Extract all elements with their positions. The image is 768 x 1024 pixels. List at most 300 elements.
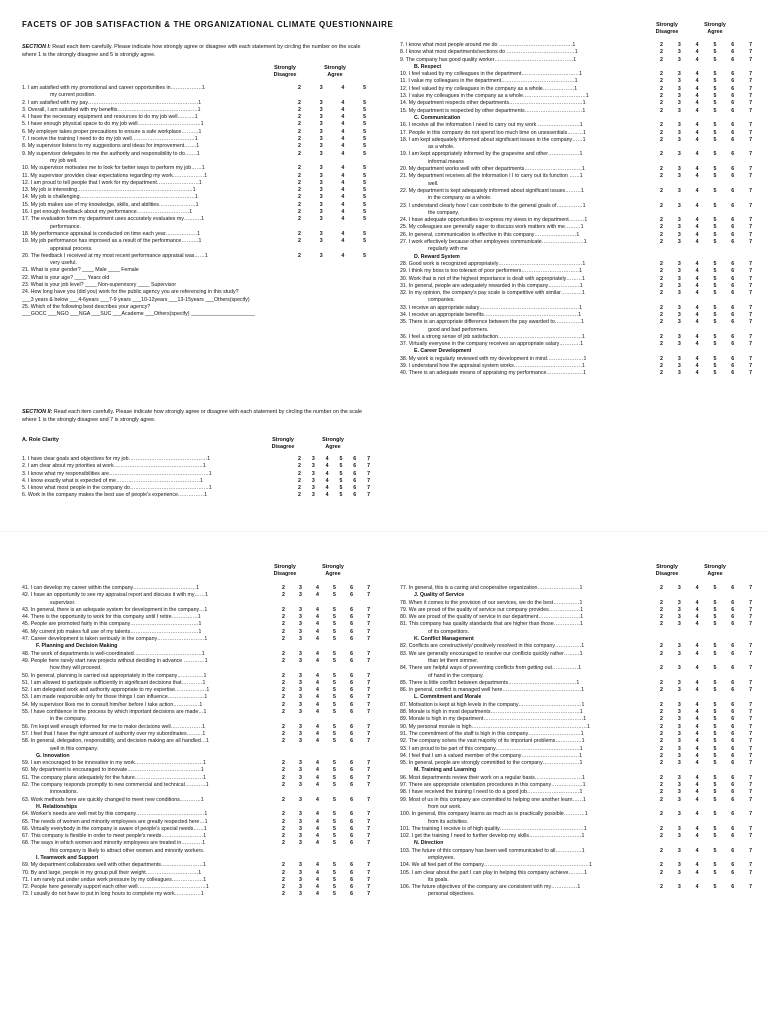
rating-option[interactable]: 5: [333, 825, 336, 832]
rating-option[interactable]: 3: [299, 694, 302, 701]
rating-option[interactable]: 6: [731, 231, 735, 238]
rating-option[interactable]: 3: [319, 252, 323, 259]
rating-option[interactable]: 7: [749, 239, 752, 246]
rating-option[interactable]: 7: [749, 355, 752, 362]
rating-option[interactable]: 6: [731, 166, 735, 173]
rating-option[interactable]: 7: [367, 811, 370, 818]
rating-option[interactable]: 2: [282, 679, 285, 686]
rating-option[interactable]: 7: [749, 614, 752, 621]
rating-option[interactable]: 4: [695, 738, 699, 745]
rating-option[interactable]: 5: [713, 833, 717, 840]
rating-option[interactable]: 4: [341, 194, 345, 201]
rating-option[interactable]: 6: [731, 78, 735, 85]
rating-option[interactable]: 5: [713, 231, 717, 238]
rating-option[interactable]: 2: [660, 71, 663, 78]
rating-option[interactable]: 6: [350, 796, 353, 803]
rating-option[interactable]: 5: [713, 650, 717, 657]
rating-option[interactable]: 6: [350, 621, 353, 628]
rating-option[interactable]: 2: [660, 85, 663, 92]
rating-option[interactable]: 6: [353, 477, 357, 484]
rating-option[interactable]: 5: [713, 78, 717, 85]
rating-option[interactable]: 4: [325, 463, 329, 470]
rating-option[interactable]: 3: [299, 767, 302, 774]
rating-option[interactable]: 5: [333, 767, 336, 774]
rating-option[interactable]: 6: [731, 100, 735, 107]
rating-option[interactable]: 2: [282, 840, 285, 847]
rating-option[interactable]: 3: [299, 687, 302, 694]
rating-option[interactable]: 2: [282, 592, 285, 599]
rating-option[interactable]: 3: [677, 202, 681, 209]
rating-option[interactable]: 3: [677, 42, 681, 48]
rating-option[interactable]: 3: [677, 85, 681, 92]
rating-option[interactable]: 5: [713, 760, 717, 767]
rating-option[interactable]: 2: [660, 789, 663, 796]
rating-option[interactable]: 6: [350, 636, 353, 643]
rating-option[interactable]: 5: [333, 723, 336, 730]
rating-option[interactable]: 6: [731, 136, 735, 143]
rating-option[interactable]: 6: [350, 862, 353, 869]
rating-option[interactable]: 3: [677, 599, 681, 606]
rating-option[interactable]: 5: [713, 173, 717, 180]
rating-option[interactable]: 2: [660, 304, 663, 311]
rating-option[interactable]: 4: [695, 78, 699, 85]
rating-option[interactable]: 5: [713, 782, 717, 789]
rating-option[interactable]: 4: [341, 150, 345, 157]
rating-option[interactable]: 5: [713, 621, 717, 628]
rating-option[interactable]: 7: [367, 621, 370, 628]
rating-option[interactable]: 6: [731, 260, 735, 267]
rating-option[interactable]: 4: [325, 456, 329, 462]
rating-option[interactable]: 2: [660, 260, 663, 267]
rating-option[interactable]: 4: [695, 136, 699, 143]
rating-option[interactable]: 3: [677, 760, 681, 767]
rating-option[interactable]: 3: [319, 238, 323, 245]
rating-option[interactable]: 4: [695, 730, 699, 737]
rating-option[interactable]: 3: [677, 122, 681, 129]
rating-option[interactable]: 2: [298, 252, 301, 259]
rating-option[interactable]: 5: [713, 100, 717, 107]
rating-option[interactable]: 7: [749, 136, 752, 143]
rating-option[interactable]: 7: [749, 738, 752, 745]
rating-option[interactable]: 7: [749, 304, 752, 311]
rating-option[interactable]: 3: [299, 840, 302, 847]
rating-option[interactable]: 7: [367, 687, 370, 694]
rating-option[interactable]: 3: [299, 811, 302, 818]
rating-option[interactable]: 6: [731, 71, 735, 78]
rating-option[interactable]: 2: [298, 456, 301, 462]
rating-option[interactable]: 4: [695, 606, 699, 613]
rating-option[interactable]: 4: [316, 585, 319, 591]
rating-option[interactable]: 6: [350, 709, 353, 716]
rating-option[interactable]: 4: [695, 275, 699, 282]
rating-option[interactable]: 7: [749, 709, 752, 716]
rating-option[interactable]: 5: [363, 128, 366, 135]
rating-option[interactable]: 4: [316, 709, 319, 716]
rating-option[interactable]: 2: [298, 485, 301, 492]
rating-option[interactable]: 2: [298, 106, 301, 113]
rating-option[interactable]: 7: [367, 470, 370, 477]
rating-option[interactable]: 4: [695, 643, 699, 650]
rating-option[interactable]: 6: [731, 738, 735, 745]
rating-option[interactable]: 3: [299, 628, 302, 635]
rating-option[interactable]: 6: [731, 42, 735, 48]
rating-option[interactable]: 5: [713, 239, 717, 246]
rating-option[interactable]: 2: [660, 187, 663, 194]
rating-option[interactable]: 2: [660, 723, 663, 730]
rating-option[interactable]: 6: [731, 49, 735, 56]
rating-option[interactable]: 7: [749, 311, 752, 318]
rating-option[interactable]: 5: [333, 614, 336, 621]
rating-option[interactable]: 5: [713, 752, 717, 759]
rating-option[interactable]: 2: [282, 738, 285, 745]
rating-option[interactable]: 6: [350, 876, 353, 883]
rating-option[interactable]: 6: [731, 319, 735, 326]
rating-option[interactable]: 7: [749, 862, 752, 869]
rating-option[interactable]: 2: [660, 811, 663, 818]
rating-option[interactable]: 4: [695, 224, 699, 231]
rating-option[interactable]: 5: [333, 679, 336, 686]
rating-option[interactable]: 4: [695, 42, 699, 48]
rating-option[interactable]: 5: [333, 796, 336, 803]
rating-option[interactable]: 3: [319, 194, 323, 201]
rating-option[interactable]: 5: [363, 121, 366, 128]
rating-option[interactable]: 4: [316, 636, 319, 643]
rating-option[interactable]: 5: [363, 99, 366, 106]
rating-option[interactable]: 6: [350, 657, 353, 664]
rating-option[interactable]: 6: [731, 679, 735, 686]
rating-option[interactable]: 2: [660, 716, 663, 723]
rating-option[interactable]: 6: [731, 585, 735, 591]
rating-option[interactable]: 5: [339, 470, 343, 477]
rating-option[interactable]: 4: [341, 201, 345, 208]
rating-option[interactable]: 5: [333, 891, 336, 898]
rating-option[interactable]: 2: [298, 165, 301, 172]
rating-option[interactable]: 7: [367, 628, 370, 635]
rating-option[interactable]: 6: [731, 224, 735, 231]
rating-option[interactable]: 7: [367, 833, 370, 840]
rating-option[interactable]: 7: [749, 151, 752, 158]
rating-option[interactable]: 2: [298, 150, 301, 157]
rating-option[interactable]: 4: [341, 85, 345, 91]
rating-option[interactable]: 7: [749, 679, 752, 686]
rating-option[interactable]: 6: [350, 818, 353, 825]
rating-option[interactable]: 4: [695, 100, 699, 107]
rating-option[interactable]: 2: [660, 621, 663, 628]
rating-option[interactable]: 4: [695, 56, 699, 63]
rating-option[interactable]: 4: [325, 492, 329, 499]
rating-option[interactable]: 5: [713, 136, 717, 143]
rating-option[interactable]: 7: [367, 657, 370, 664]
rating-option[interactable]: 2: [298, 238, 301, 245]
rating-option[interactable]: 5: [333, 811, 336, 818]
rating-option[interactable]: 5: [333, 621, 336, 628]
rating-option[interactable]: 7: [367, 679, 370, 686]
rating-option[interactable]: 3: [319, 128, 323, 135]
rating-option[interactable]: 4: [695, 847, 699, 854]
rating-option[interactable]: 3: [299, 723, 302, 730]
rating-option[interactable]: 4: [695, 260, 699, 267]
rating-option[interactable]: 4: [695, 884, 699, 891]
rating-option[interactable]: 6: [350, 833, 353, 840]
rating-option[interactable]: 7: [749, 585, 752, 591]
rating-option[interactable]: 5: [363, 172, 366, 179]
rating-option[interactable]: 6: [350, 840, 353, 847]
rating-option[interactable]: 4: [695, 614, 699, 621]
rating-option[interactable]: 6: [350, 811, 353, 818]
rating-option[interactable]: 2: [660, 100, 663, 107]
rating-option[interactable]: 3: [677, 701, 681, 708]
rating-option[interactable]: 4: [695, 825, 699, 832]
rating-option[interactable]: 3: [319, 106, 323, 113]
rating-option[interactable]: 6: [731, 217, 735, 224]
rating-option[interactable]: 5: [339, 477, 343, 484]
rating-option[interactable]: 3: [319, 216, 323, 223]
rating-option[interactable]: 7: [749, 231, 752, 238]
rating-option[interactable]: 5: [713, 311, 717, 318]
rating-option[interactable]: 3: [677, 782, 681, 789]
rating-option[interactable]: 4: [695, 363, 699, 370]
rating-option[interactable]: 2: [660, 136, 663, 143]
rating-option[interactable]: 4: [316, 862, 319, 869]
rating-option[interactable]: 3: [677, 224, 681, 231]
rating-option[interactable]: 4: [695, 585, 699, 591]
rating-option[interactable]: 6: [731, 290, 735, 297]
rating-option[interactable]: 3: [677, 884, 681, 891]
rating-option[interactable]: 4: [341, 165, 345, 172]
rating-option[interactable]: 5: [713, 71, 717, 78]
rating-option[interactable]: 3: [311, 477, 315, 484]
rating-option[interactable]: 7: [749, 224, 752, 231]
rating-option[interactable]: 2: [282, 687, 285, 694]
rating-option[interactable]: 7: [749, 129, 752, 136]
rating-option[interactable]: 4: [316, 833, 319, 840]
rating-option[interactable]: 3: [311, 485, 315, 492]
rating-option[interactable]: 6: [353, 492, 357, 499]
rating-option[interactable]: 5: [333, 738, 336, 745]
rating-option[interactable]: 6: [731, 363, 735, 370]
rating-option[interactable]: 6: [731, 709, 735, 716]
rating-option[interactable]: 4: [695, 709, 699, 716]
rating-option[interactable]: 3: [677, 789, 681, 796]
rating-option[interactable]: 2: [660, 847, 663, 854]
rating-option[interactable]: 4: [695, 796, 699, 803]
rating-option[interactable]: 2: [660, 643, 663, 650]
rating-option[interactable]: 7: [749, 173, 752, 180]
rating-option[interactable]: 4: [316, 614, 319, 621]
rating-option[interactable]: 5: [713, 811, 717, 818]
rating-option[interactable]: 6: [731, 56, 735, 63]
rating-option[interactable]: 6: [731, 239, 735, 246]
rating-option[interactable]: 6: [350, 614, 353, 621]
rating-option[interactable]: 6: [731, 745, 735, 752]
rating-option[interactable]: 2: [282, 774, 285, 781]
rating-option[interactable]: 3: [677, 268, 681, 275]
rating-option[interactable]: 5: [713, 341, 717, 348]
rating-option[interactable]: 4: [695, 789, 699, 796]
rating-option[interactable]: 3: [677, 730, 681, 737]
rating-option[interactable]: 6: [353, 470, 357, 477]
rating-option[interactable]: 5: [363, 136, 366, 143]
rating-option[interactable]: 2: [282, 818, 285, 825]
rating-option[interactable]: 7: [749, 796, 752, 803]
rating-option[interactable]: 4: [695, 217, 699, 224]
rating-option[interactable]: 7: [749, 869, 752, 876]
rating-option[interactable]: 3: [677, 260, 681, 267]
rating-option[interactable]: 2: [282, 701, 285, 708]
rating-option[interactable]: 2: [660, 833, 663, 840]
rating-option[interactable]: 5: [713, 49, 717, 56]
rating-option[interactable]: 3: [677, 709, 681, 716]
rating-option[interactable]: 3: [319, 165, 323, 172]
rating-option[interactable]: 3: [677, 811, 681, 818]
rating-option[interactable]: 6: [350, 730, 353, 737]
rating-option[interactable]: 6: [350, 738, 353, 745]
rating-option[interactable]: 3: [677, 290, 681, 297]
rating-option[interactable]: 4: [341, 238, 345, 245]
rating-option[interactable]: 7: [367, 672, 370, 679]
rating-option[interactable]: 7: [749, 716, 752, 723]
rating-option[interactable]: 2: [298, 99, 301, 106]
rating-option[interactable]: 5: [333, 833, 336, 840]
rating-option[interactable]: 6: [731, 151, 735, 158]
rating-option[interactable]: 3: [677, 614, 681, 621]
rating-option[interactable]: 5: [333, 628, 336, 635]
rating-option[interactable]: 4: [316, 738, 319, 745]
rating-option[interactable]: 2: [298, 85, 301, 91]
rating-option[interactable]: 5: [713, 730, 717, 737]
rating-option[interactable]: 6: [731, 701, 735, 708]
rating-option[interactable]: 5: [713, 290, 717, 297]
rating-option[interactable]: 7: [749, 319, 752, 326]
rating-option[interactable]: 7: [367, 456, 370, 462]
rating-option[interactable]: 4: [695, 107, 699, 114]
rating-option[interactable]: 2: [282, 636, 285, 643]
rating-option[interactable]: 2: [282, 730, 285, 737]
rating-option[interactable]: 5: [713, 129, 717, 136]
rating-option[interactable]: 5: [713, 614, 717, 621]
rating-option[interactable]: 5: [713, 884, 717, 891]
rating-option[interactable]: 3: [299, 869, 302, 876]
rating-option[interactable]: 5: [713, 687, 717, 694]
rating-option[interactable]: 6: [731, 93, 735, 100]
rating-option[interactable]: 4: [341, 114, 345, 121]
rating-option[interactable]: 7: [749, 599, 752, 606]
rating-option[interactable]: 2: [298, 128, 301, 135]
rating-option[interactable]: 2: [298, 114, 301, 121]
rating-option[interactable]: 5: [713, 202, 717, 209]
rating-option[interactable]: 2: [660, 709, 663, 716]
rating-option[interactable]: 4: [695, 782, 699, 789]
rating-option[interactable]: 7: [749, 370, 752, 377]
rating-option[interactable]: 5: [713, 93, 717, 100]
rating-option[interactable]: 6: [731, 187, 735, 194]
rating-option[interactable]: 2: [660, 355, 663, 362]
rating-option[interactable]: 4: [695, 745, 699, 752]
rating-option[interactable]: 2: [660, 606, 663, 613]
rating-option[interactable]: 5: [333, 818, 336, 825]
rating-option[interactable]: 7: [749, 275, 752, 282]
rating-option[interactable]: 5: [333, 730, 336, 737]
rating-option[interactable]: 6: [731, 355, 735, 362]
rating-option[interactable]: 2: [282, 672, 285, 679]
rating-option[interactable]: 5: [713, 275, 717, 282]
rating-option[interactable]: 2: [282, 862, 285, 869]
rating-option[interactable]: 5: [363, 238, 366, 245]
rating-option[interactable]: 2: [298, 121, 301, 128]
rating-option[interactable]: 7: [749, 260, 752, 267]
rating-option[interactable]: 2: [282, 884, 285, 891]
rating-option[interactable]: 3: [677, 869, 681, 876]
rating-option[interactable]: 7: [367, 492, 370, 499]
rating-option[interactable]: 3: [677, 606, 681, 613]
rating-option[interactable]: 7: [367, 760, 370, 767]
rating-option[interactable]: 3: [319, 143, 323, 150]
rating-option[interactable]: 3: [299, 730, 302, 737]
rating-option[interactable]: 3: [677, 93, 681, 100]
rating-option[interactable]: 4: [316, 760, 319, 767]
rating-option[interactable]: 6: [731, 85, 735, 92]
rating-option[interactable]: 3: [677, 107, 681, 114]
rating-option[interactable]: 6: [350, 592, 353, 599]
rating-option[interactable]: 3: [677, 341, 681, 348]
rating-option[interactable]: 4: [695, 869, 699, 876]
rating-option[interactable]: 7: [367, 485, 370, 492]
rating-option[interactable]: 7: [749, 665, 752, 672]
rating-option[interactable]: 3: [299, 657, 302, 664]
rating-option[interactable]: 2: [660, 129, 663, 136]
rating-option[interactable]: 6: [731, 687, 735, 694]
rating-option[interactable]: 3: [677, 825, 681, 832]
rating-option[interactable]: 3: [299, 825, 302, 832]
rating-option[interactable]: 6: [731, 370, 735, 377]
rating-option[interactable]: 6: [731, 129, 735, 136]
rating-option[interactable]: 3: [677, 173, 681, 180]
rating-option[interactable]: 5: [713, 217, 717, 224]
rating-option[interactable]: 5: [713, 107, 717, 114]
rating-option[interactable]: 2: [298, 179, 301, 186]
rating-option[interactable]: 5: [713, 260, 717, 267]
rating-option[interactable]: 2: [660, 49, 663, 56]
rating-option[interactable]: 5: [363, 150, 366, 157]
rating-option[interactable]: 5: [339, 492, 343, 499]
rating-option[interactable]: 7: [367, 876, 370, 883]
rating-option[interactable]: 7: [749, 847, 752, 854]
rating-option[interactable]: 5: [713, 187, 717, 194]
rating-option[interactable]: 3: [299, 782, 302, 789]
rating-option[interactable]: 5: [713, 789, 717, 796]
rating-option[interactable]: 3: [677, 151, 681, 158]
rating-option[interactable]: 4: [695, 650, 699, 657]
rating-option[interactable]: 5: [713, 738, 717, 745]
rating-option[interactable]: 7: [367, 606, 370, 613]
rating-option[interactable]: 6: [353, 485, 357, 492]
rating-option[interactable]: 5: [713, 370, 717, 377]
rating-option[interactable]: 4: [316, 796, 319, 803]
rating-option[interactable]: 7: [749, 290, 752, 297]
rating-option[interactable]: 2: [660, 78, 663, 85]
rating-option[interactable]: 5: [713, 701, 717, 708]
rating-option[interactable]: 2: [282, 876, 285, 883]
rating-option[interactable]: 7: [749, 166, 752, 173]
rating-option[interactable]: 5: [713, 745, 717, 752]
rating-option[interactable]: 5: [339, 456, 343, 462]
rating-option[interactable]: 5: [333, 694, 336, 701]
rating-option[interactable]: 3: [677, 679, 681, 686]
rating-option[interactable]: 4: [316, 672, 319, 679]
rating-option[interactable]: 3: [677, 78, 681, 85]
rating-option[interactable]: 7: [749, 884, 752, 891]
rating-option[interactable]: 4: [316, 679, 319, 686]
